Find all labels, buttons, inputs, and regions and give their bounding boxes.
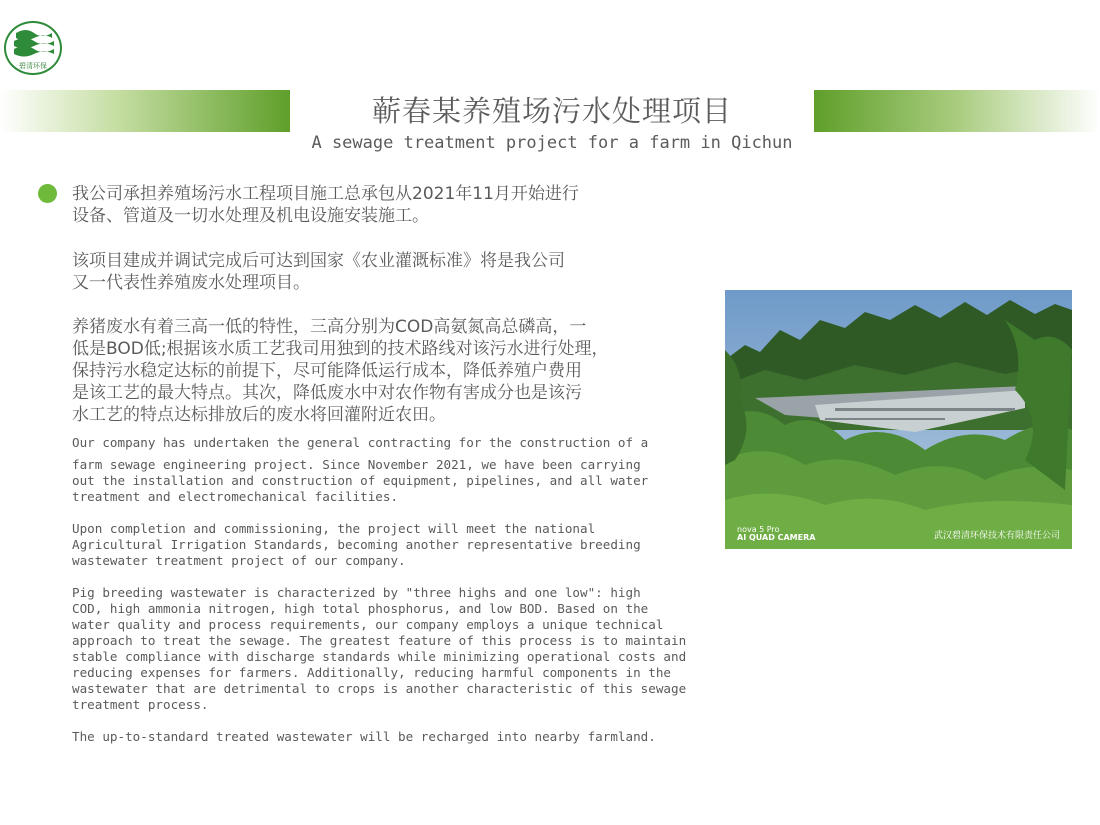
en-paragraph-1	[72, 457, 732, 505]
zh-paragraph-3	[72, 316, 687, 426]
text-line: 设备、管道及一切水处理及机电设施安装施工。	[72, 206, 429, 226]
text-line: 低是BOD低;根据该水质工艺我司用独到的技术路线对该污水进行处理，	[72, 339, 609, 359]
treatment-plant-photo	[725, 290, 1072, 549]
text-line: approach to treat the sewage. The greatest feature of this process is to maintain	[72, 633, 687, 648]
text-line: wastewater treatment project of our company.	[72, 553, 406, 568]
company-logo	[4, 21, 62, 75]
text-line: treatment process.	[72, 697, 209, 712]
text-line: treatment and electromechanical facilities.	[72, 489, 399, 504]
company-watermark: 武汉碧清环保技术有限责任公司	[933, 531, 1060, 541]
logo-text: 碧清环保	[19, 62, 47, 70]
text-line: Our company has undertaken the general contracting for the construction of a	[72, 435, 649, 450]
text-line: Pig breeding wastewater is characterized by "three highs and one low": high	[72, 585, 641, 600]
text-line: 水工艺的特点达标排放后的废水将回灌附近农田。	[72, 405, 446, 425]
camera-model: nova 5 Pro	[737, 525, 780, 534]
text-line: Agricultural Irrigation Standards, becoming another representative breeding	[72, 537, 641, 552]
text-line: The up-to-standard treated wastewater will be recharged into nearby farmland.	[72, 729, 656, 744]
text-line: farm sewage engineering project. Since November 2021, we have been carrying	[72, 457, 641, 472]
text-line: 又一代表性养殖废水处理项目。	[72, 273, 310, 293]
bullet-dot	[38, 184, 57, 203]
camera-watermark	[737, 526, 815, 542]
en-paragraph-0	[72, 435, 732, 451]
en-paragraph-2	[72, 521, 732, 569]
site-photo	[725, 290, 1072, 549]
page-subtitle: A sewage treatment project for a farm in Qichun	[311, 133, 793, 153]
text-line: 我公司承担养殖场污水工程项目施工总承包从2021年11月开始进行	[72, 184, 579, 204]
text-line: COD, high ammonia nitrogen, high total phosphorus, and low BOD. Based on the	[72, 601, 649, 616]
text-line: 养猪废水有着三高一低的特性，三高分别为COD高氨氮高总磷高，一	[72, 317, 587, 337]
camera-name: AI QUAD CAMERA	[737, 533, 816, 542]
en-paragraph-3	[72, 585, 732, 713]
text-line: wastewater that are detrimental to crops is another characteristic of this sewage	[72, 681, 687, 696]
text-line: stable compliance with discharge standards while minimizing operational costs and	[72, 649, 687, 664]
text-line: out the installation and construction of equipment, pipelines, and all water	[72, 473, 649, 488]
text-line: reducing expenses for farmers. Additionally, reducing harmful components in the	[72, 665, 671, 680]
text-line: Upon completion and commissioning, the project will meet the national	[72, 521, 596, 536]
zh-paragraph-1	[72, 183, 687, 227]
en-paragraph-4	[72, 729, 732, 745]
text-line: water quality and process requirements, our company employs a unique technical	[72, 617, 664, 632]
title-bar-left	[0, 90, 290, 132]
title-bar-right	[814, 90, 1100, 132]
page-title: 蕲春某养殖场污水处理项目	[371, 94, 732, 128]
text-line: 是该工艺的最大特点。其次，降低废水中对农作物有害成分也是该污	[72, 383, 582, 403]
text-line: 保持污水稳定达标的前提下，尽可能降低运行成本，降低养殖户费用	[72, 361, 582, 381]
zh-paragraph-2	[72, 250, 687, 294]
text-line: 该项目建成并调试完成后可达到国家《农业灌溉标准》将是我公司	[72, 251, 565, 271]
